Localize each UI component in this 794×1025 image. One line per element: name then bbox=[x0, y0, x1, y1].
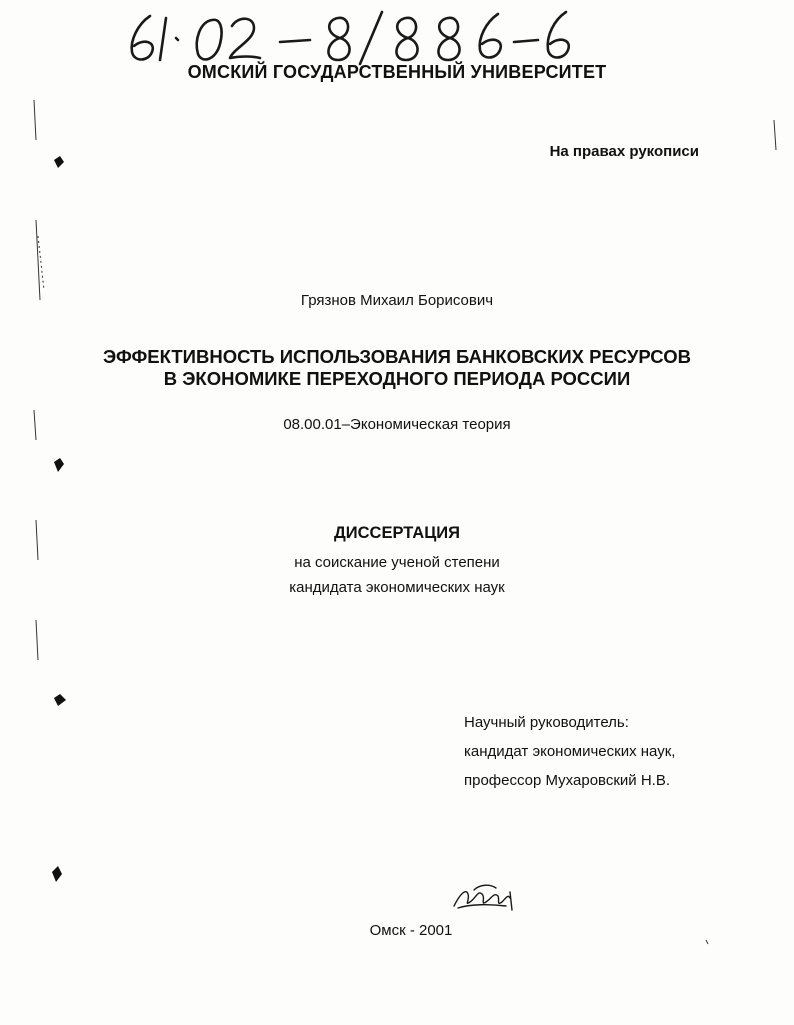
university-name-text: ОМСКИЙ ГОСУДАРСТВЕННЫЙ УНИВЕРСИТЕТ bbox=[187, 62, 607, 82]
city-year: Омск - 2001 bbox=[369, 922, 453, 939]
handwritten-inventory-number bbox=[120, 4, 580, 66]
rights-note: На правах рукописи bbox=[549, 143, 699, 160]
dissertation-block bbox=[0, 522, 794, 600]
binding-hole-mark bbox=[52, 866, 62, 882]
title-line-2: В ЭКОНОМИКЕ ПЕРЕХОДНОГО ПЕРИОДА РОССИИ bbox=[163, 368, 631, 389]
advisor-name: профессор Мухаровский Н.В. bbox=[464, 772, 670, 789]
advisor-degree: кандидат экономических наук, bbox=[464, 743, 676, 760]
degree-line-2: кандидата экономических наук bbox=[289, 579, 505, 596]
advisor-label: Научный руководитель: bbox=[464, 714, 629, 731]
binding-hole-mark bbox=[54, 458, 64, 472]
degree-line-1: на соискание ученой степени bbox=[294, 554, 500, 571]
advisor-block bbox=[464, 708, 675, 795]
binding-hole-mark bbox=[54, 156, 64, 168]
binding-hole-mark bbox=[54, 694, 66, 706]
university-name bbox=[0, 62, 794, 83]
signature-image bbox=[450, 880, 520, 912]
specialty-code: 08.00.01–Экономическая теория bbox=[283, 416, 511, 433]
author-name: Грязнов Михаил Борисович bbox=[300, 292, 494, 309]
title-line-1: ЭФФЕКТИВНОСТЬ ИСПОЛЬЗОВАНИЯ БАНКОВСКИХ РЕСУРСОВ bbox=[103, 346, 691, 367]
dissertation-title bbox=[0, 346, 794, 390]
dissertation-label: ДИССЕРТАЦИЯ bbox=[334, 524, 460, 542]
